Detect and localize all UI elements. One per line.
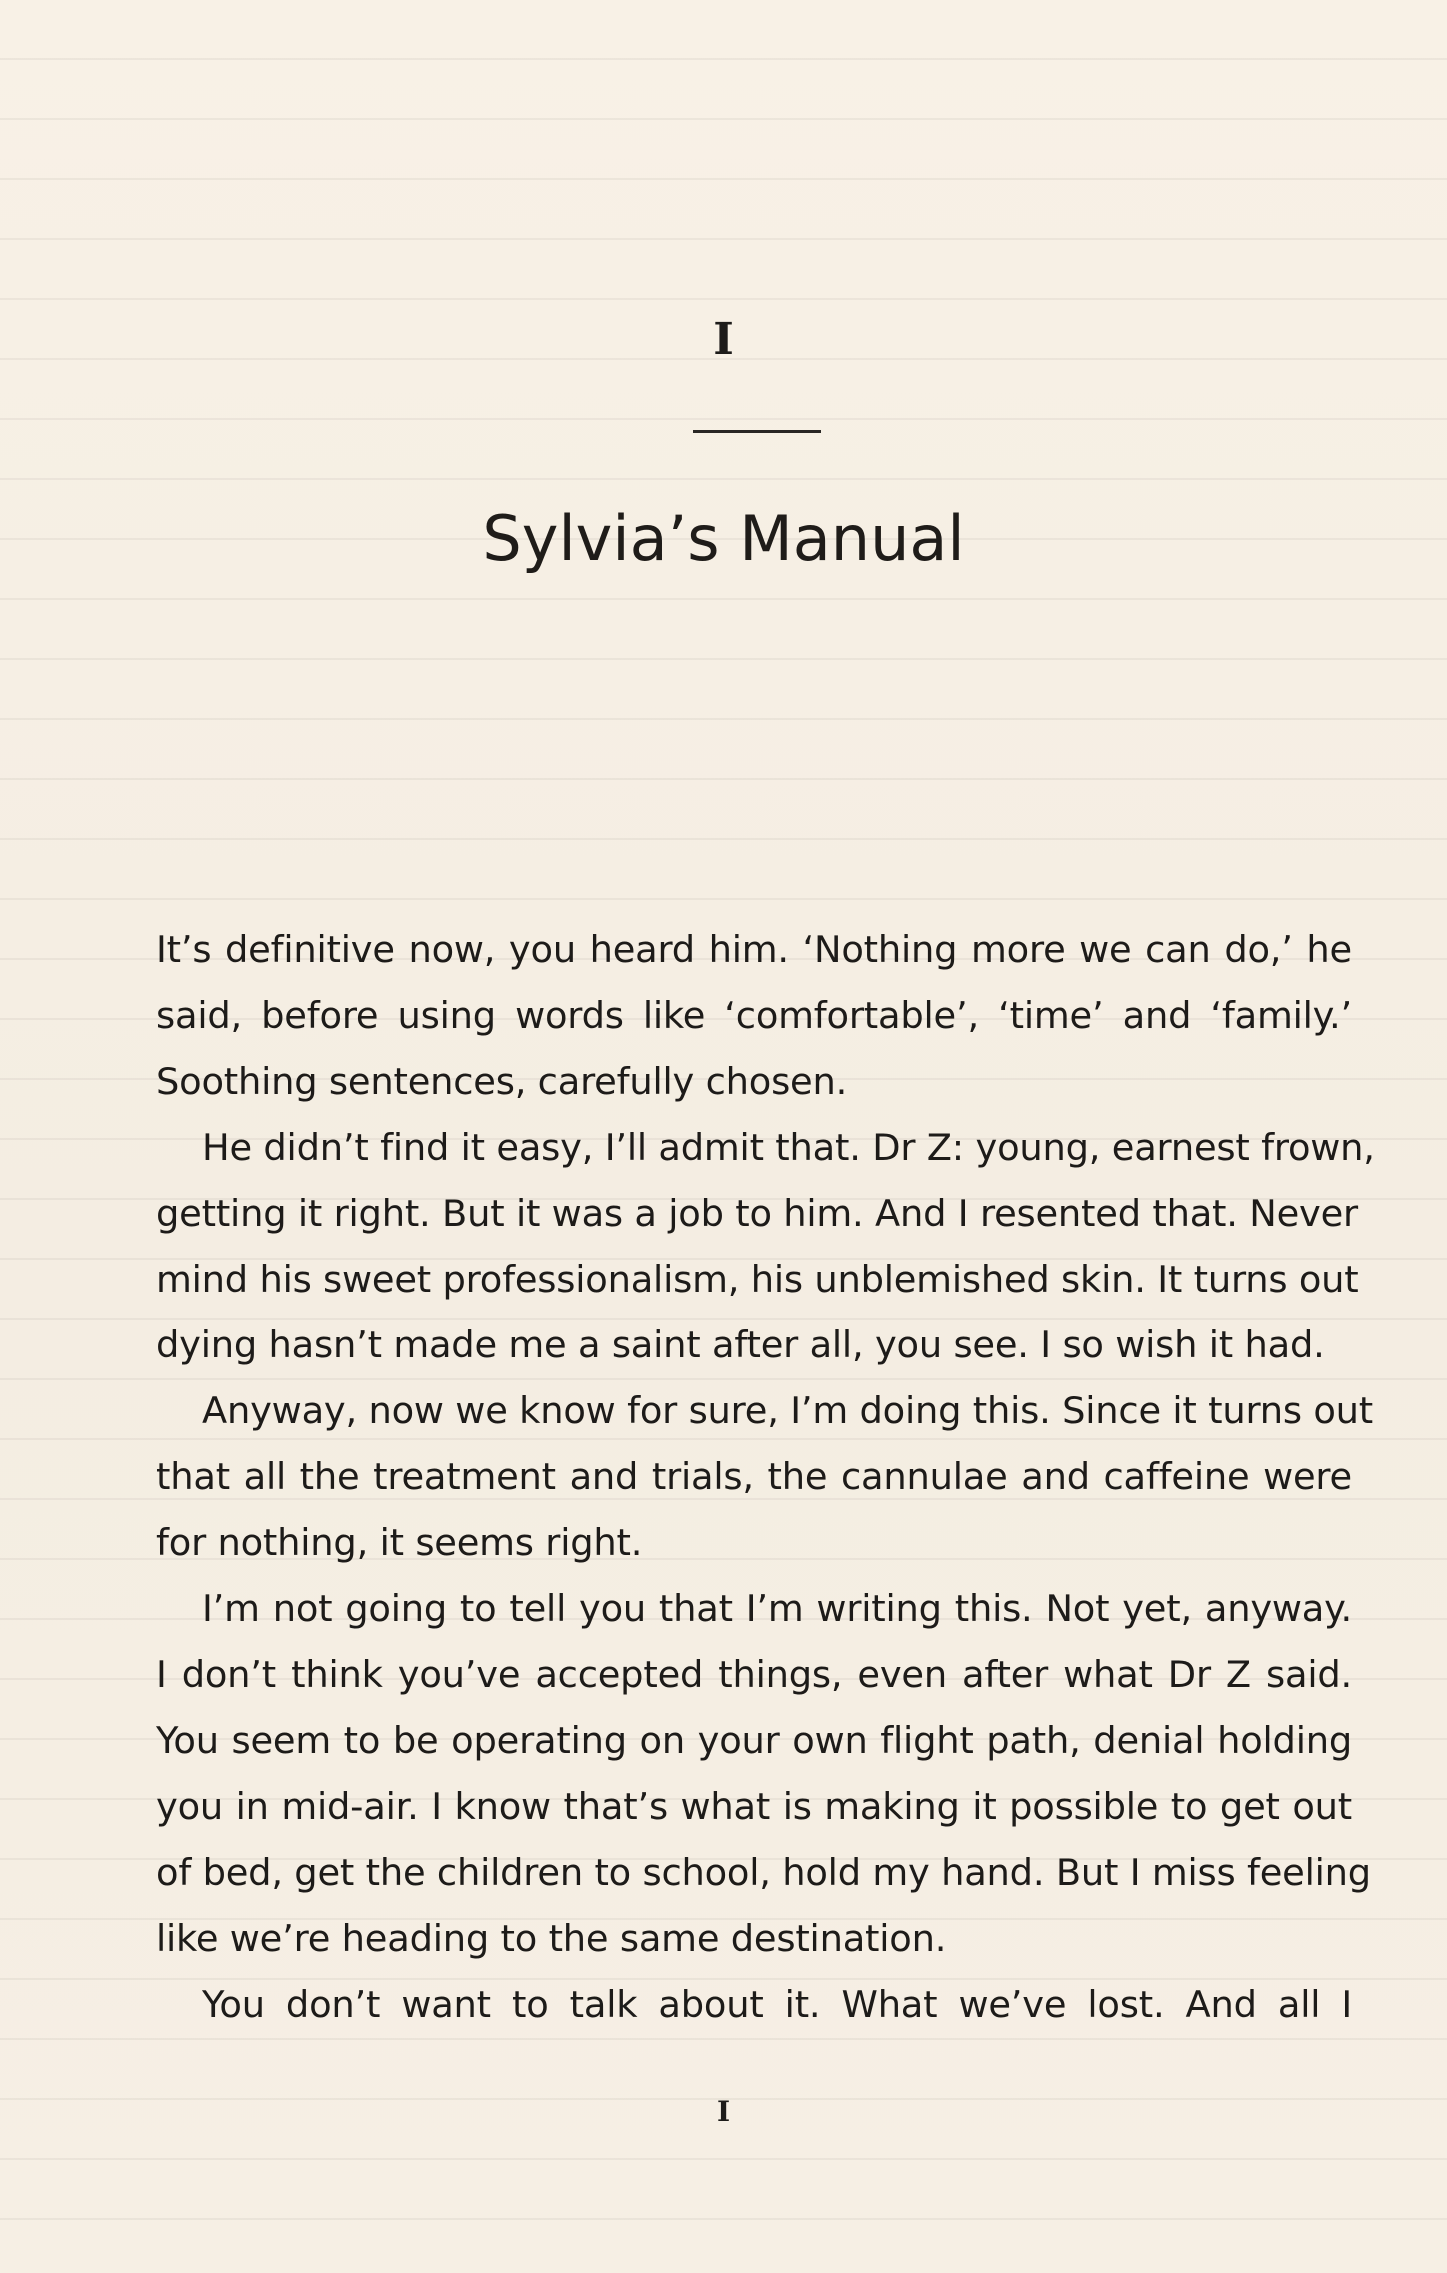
- text-line: Anyway, now we know for sure, I’m doing this. Since it turns out: [202, 1389, 1374, 1433]
- text-line: He didn’t find it easy, I’ll admit that. Dr Z: young, earnest frown,: [202, 1125, 1375, 1169]
- page-number: I: [716, 2095, 731, 2128]
- text-line: You don’t want to talk about it. What we’ve lost. And all I: [202, 1982, 1352, 2026]
- text-line: mind his sweet professionalism, his unblemished skin. It turns out: [156, 1257, 1359, 1301]
- text-line: dying hasn’t made me a saint after all, you see. I so wish it had.: [156, 1323, 1325, 1367]
- chapter-number: I: [713, 314, 734, 365]
- text-line: you in mid-air. I know that’s what is making it possible to get out: [156, 1784, 1352, 1828]
- text-line: It’s definitive now, you heard him. ‘Nothing more we can do,’ he: [156, 928, 1352, 971]
- text-line: for nothing, it seems right.: [156, 1521, 643, 1565]
- text-line: like we’re heading to the same destination.: [156, 1916, 947, 1960]
- chapter-title: Sylvia’s Manual: [482, 502, 965, 575]
- text-line: I’m not going to tell you that I’m writing this. Not yet, anyway.: [202, 1587, 1352, 1631]
- text-line: of bed, get the children to school, hold my hand. But I miss feeling: [156, 1850, 1371, 1894]
- chapter-body: [156, 917, 1375, 2037]
- text-line: said, before using words like ‘comfortable’, ‘time’ and ‘family.’: [156, 993, 1352, 1037]
- text-line: I don’t think you’ve accepted things, even after what Dr Z said.: [156, 1652, 1352, 1696]
- text-line: getting it right. But it was a job to him. And I resented that. Never: [156, 1191, 1358, 1235]
- text-line: You seem to be operating on your own flight path, denial holding: [156, 1718, 1352, 1762]
- chapter-divider: [693, 430, 821, 433]
- text-line: that all the treatment and trials, the cannulae and caffeine were: [156, 1455, 1352, 1499]
- text-line: Soothing sentences, carefully chosen.: [156, 1059, 848, 1103]
